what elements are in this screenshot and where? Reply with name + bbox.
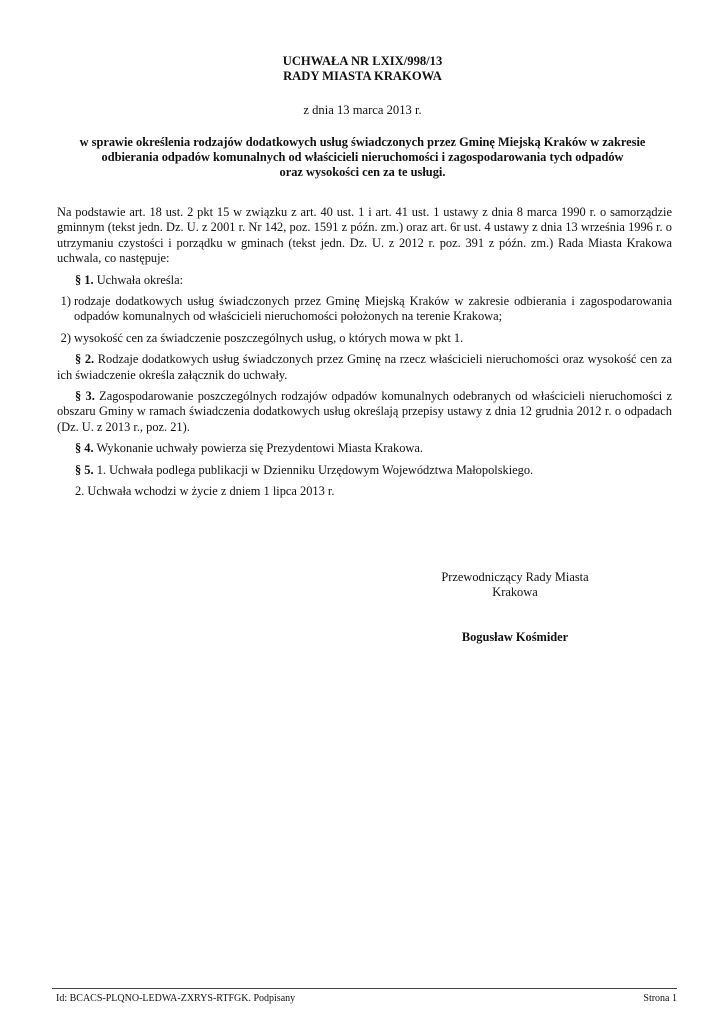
section-3	[57, 389, 672, 435]
section-4-label: § 4.	[75, 441, 94, 456]
section-3-text: Zagospodarowanie poszczególnych rodzajów odpadów komunalnych odebranych od właścicieli nieruchomości z obszaru Gminy w ramach świadczenia dodatkowych usług określają przepisy ustawy z dnia 12 grudnia 2012 r. o odpadach (Dz. U. z 2013 r., poz. 21).	[57, 389, 672, 434]
section-1	[57, 273, 672, 288]
signature-role-line-2: Krakowa	[492, 585, 538, 599]
title-line-2: RADY MIASTA KRAKOWA	[283, 69, 442, 83]
list-item	[57, 331, 672, 346]
subject-line-2: odbierania odpadów komunalnych od właścicieli nieruchomości i zagospodarowania tych odpadów	[101, 149, 624, 164]
list-item-text: rodzaje dodatkowych usług świadczonych przez Gminę Miejską Kraków w zakresie odbierania i zagospodarowania odpadów komunalnych od właścicieli nieruchomości położonych na terenie Krakowa;	[74, 294, 672, 324]
signature-role-line-1: Przewodniczący Rady Miasta	[441, 570, 589, 584]
section-2	[57, 352, 672, 383]
subject-line-3: oraz wysokości cen za te usługi.	[279, 164, 446, 179]
document-body	[57, 205, 672, 506]
section-5-text: 1. Uchwała podlega publikacji w Dzienniku Urzędowym Województwa Małopolskiego.	[93, 462, 534, 477]
section-5-label: § 5.	[75, 462, 94, 477]
document-date: z dnia 13 marca 2013 r.	[303, 103, 422, 117]
list-item-number: 2)	[60, 330, 71, 345]
section-5-paragraph-2: 2. Uchwała wchodzi w życie z dniem 1 lipca 2013 r.	[75, 484, 335, 499]
section-3-label: § 3.	[75, 389, 95, 404]
section-2-label: § 2.	[75, 352, 95, 367]
section-1-text: Uchwała określa:	[93, 272, 184, 287]
section-4-text: Wykonanie uchwały powierza się Prezydentowi Miasta Krakowa.	[93, 441, 423, 456]
document-subject	[50, 135, 675, 179]
section-2-text: Rodzaje dodatkowych usług świadczonych przez Gminę na rzecz właścicieli nieruchomości oraz wysokość cen za ich świadczenie określa załącznik do uchwały.	[57, 352, 672, 382]
subject-line-1: w sprawie określenia rodzajów dodatkowych usług świadczonych przez Gminę Miejską Kraków w zakresie	[79, 135, 646, 149]
page-number: Strona 1	[643, 993, 677, 1004]
signature-role	[400, 570, 630, 600]
list-item	[57, 294, 672, 325]
document-id: Id: BCACS-PLQNO-LEDWA-ZXRYS-RTFGK. Podpisany	[56, 993, 296, 1004]
list-item-number: 1)	[60, 294, 71, 309]
section-1-label: § 1.	[75, 272, 94, 287]
section-5	[57, 463, 672, 478]
preamble: Na podstawie art. 18 ust. 2 pkt 15 w związku z art. 40 ust. 1 i art. 41 ust. 1 ustawy z dnia 8 marca 1990 r. o samorządzie gminnym (tekst jedn. Dz. U. z 2001 r. Nr 142, poz. 1591 z późn. zm.) oraz art. 6r ust. 4 ustawy z dnia 13 września 1996 r. o utrzymaniu czystości i porządku w gminach (tekst jedn. Dz. U. z 2012 r. poz. 391 z późn. zm.) Rada Miasta Krakowa uchwala, co następuje:	[57, 205, 672, 266]
list-item-text: wysokość cen za świadczenie poszczególnych usług, o których mowa w pkt 1.	[74, 330, 464, 345]
section-4	[57, 441, 672, 456]
title-line-1: UCHWAŁA NR LXIX/998/13	[282, 54, 443, 68]
signatory-name: Bogusław Kośmider	[461, 630, 569, 644]
footer-divider	[52, 988, 677, 989]
document-title	[50, 54, 675, 84]
